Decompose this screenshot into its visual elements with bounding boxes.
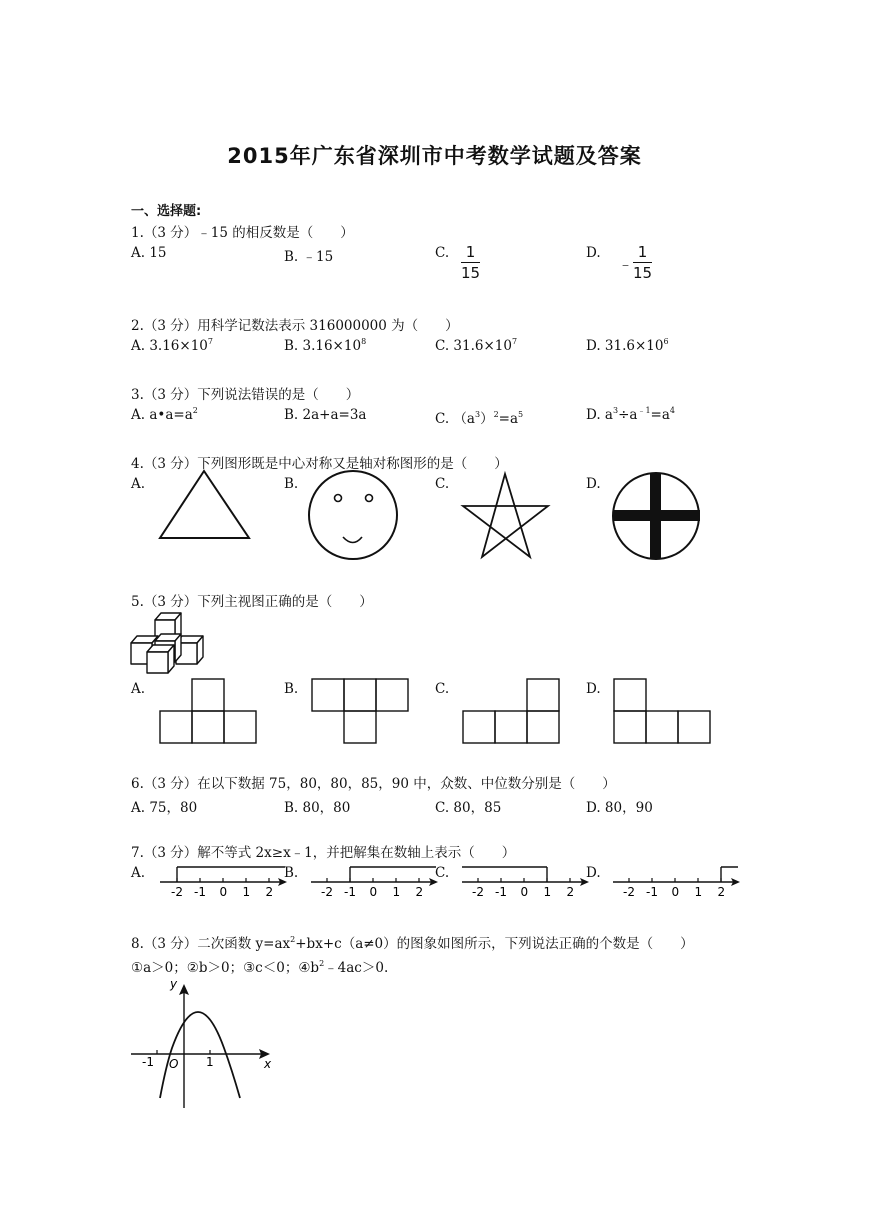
q4-option-b-label: B.	[284, 476, 299, 492]
statement-text: ﹣4ac＞0.	[324, 960, 389, 976]
option-text: ）	[480, 411, 494, 427]
tick-label: -1	[344, 885, 356, 899]
option-text: D. a	[586, 407, 613, 423]
question-3-stem: 3.（3 分）下列说法错误的是（ ）	[131, 387, 360, 403]
q6-option-c: C. 80，85	[435, 800, 502, 816]
statement-text: ①a＞0；②b＞0；③c＜0；④b	[131, 960, 320, 976]
q4-option-c-label: C.	[435, 476, 450, 492]
tick-label: -2	[321, 885, 333, 899]
q5-option-b-label: B.	[284, 681, 299, 697]
option-text: C. 31.6×10	[435, 338, 512, 354]
exponent: ﹣1	[637, 406, 651, 415]
option-text: A. 3.16×10	[131, 338, 208, 354]
one-label: 1	[206, 1055, 214, 1069]
option-text: D. 31.6×10	[586, 338, 664, 354]
exponent: 6	[663, 337, 669, 346]
tick-label: 2	[566, 885, 575, 899]
q4-option-d-label: D.	[586, 476, 601, 492]
tick-label: 2	[415, 885, 424, 899]
q1-option-d-label: D.	[586, 245, 601, 261]
fraction-numerator: 1	[461, 243, 480, 263]
origin-label: O	[169, 1057, 179, 1071]
exponent: 5	[518, 410, 524, 419]
q1-option-d-sign: ﹣	[618, 255, 634, 273]
neg-one-label: -1	[142, 1055, 154, 1069]
exponent: 4	[669, 406, 676, 415]
fraction-denominator: 15	[633, 264, 653, 282]
exponent: 2	[290, 935, 296, 944]
stem-text: 8.（3 分）二次函数 y=ax	[131, 936, 291, 952]
question-7-stem: 7.（3 分）解不等式 2x≥x﹣1，并把解集在数轴上表示（ ）	[131, 845, 516, 861]
tick-label: 1	[242, 885, 251, 899]
tick-label: -2	[623, 885, 635, 899]
tick-label: 0	[219, 885, 228, 899]
q1-option-c-label: C.	[435, 245, 450, 261]
tick-label: 1	[694, 885, 703, 899]
tick-label: 2	[717, 885, 726, 899]
tick-label: 0	[369, 885, 378, 899]
tick-label: -1	[646, 885, 658, 899]
q5-option-a-label: A.	[131, 681, 146, 697]
option-text: C. （a	[435, 411, 475, 427]
tick-label: -1	[495, 885, 507, 899]
exponent: 2	[319, 959, 325, 968]
question-4-stem: 4.（3 分）下列图形既是中心对称又是轴对称图形的是（ ）	[131, 456, 508, 472]
q4-option-a-label: A.	[131, 476, 146, 492]
tick-label: 1	[543, 885, 552, 899]
exponent: 2	[493, 410, 499, 419]
question-6-stem: 6.（3 分）在以下数据 75，80，80，85，90 中，众数、中位数分别是（ ）	[131, 776, 616, 792]
q7-option-c-label: C.	[435, 865, 450, 881]
parabola-curve	[160, 1012, 240, 1098]
tick-label: -2	[171, 885, 183, 899]
option-text: A. a•a=a	[131, 407, 193, 423]
q6-option-b: B. 80，80	[284, 800, 351, 816]
option-text: ÷a	[618, 407, 638, 423]
y-axis-label: y	[170, 977, 178, 991]
q1-option-b: B. ﹣15	[284, 249, 334, 265]
x-axis-label: x	[264, 1057, 272, 1071]
tick-label: 2	[265, 885, 274, 899]
q7-option-a-label: A.	[131, 865, 146, 881]
q3-option-b: B. 2a+a=3a	[284, 407, 367, 423]
page-title: 2015年广东省深圳市中考数学试题及答案	[227, 144, 642, 168]
q6-option-a: A. 75，80	[131, 800, 198, 816]
q7-option-d-label: D.	[586, 865, 601, 881]
exponent: 3	[474, 410, 481, 419]
q1-option-a: A. 15	[131, 245, 167, 261]
section-heading: 一、选择题:	[131, 204, 202, 219]
exponent: 3	[612, 406, 619, 415]
question-5-stem: 5.（3 分）下列主视图正确的是（ ）	[131, 594, 373, 610]
tick-label: 0	[671, 885, 680, 899]
exponent: 2	[192, 406, 198, 415]
tick-label: -2	[472, 885, 484, 899]
option-text: =a	[498, 411, 519, 427]
q5-option-c-label: C.	[435, 681, 450, 697]
tick-label: 1	[392, 885, 401, 899]
q7-option-b-label: B.	[284, 865, 299, 881]
exponent: 7	[511, 337, 518, 346]
q5-option-d-label: D.	[586, 681, 601, 697]
question-2-stem: 2.（3 分）用科学记数法表示 316000000 为（ ）	[131, 318, 459, 334]
tick-label: -1	[194, 885, 206, 899]
fraction-numerator: 1	[633, 243, 652, 263]
exponent: 8	[361, 337, 367, 346]
option-text: B. 3.16×10	[284, 338, 362, 354]
question-1-stem: 1.（3 分）﹣15 的相反数是（ ）	[131, 225, 354, 241]
fraction-denominator: 15	[461, 264, 481, 282]
tick-label: 0	[520, 885, 529, 899]
q6-option-d: D. 80，90	[586, 800, 653, 816]
option-text: =a	[650, 407, 670, 423]
exponent: 7	[207, 337, 213, 346]
stem-text: +bx+c（a≠0）的图象如图所示，下列说法正确的个数是（ ）	[295, 936, 694, 952]
